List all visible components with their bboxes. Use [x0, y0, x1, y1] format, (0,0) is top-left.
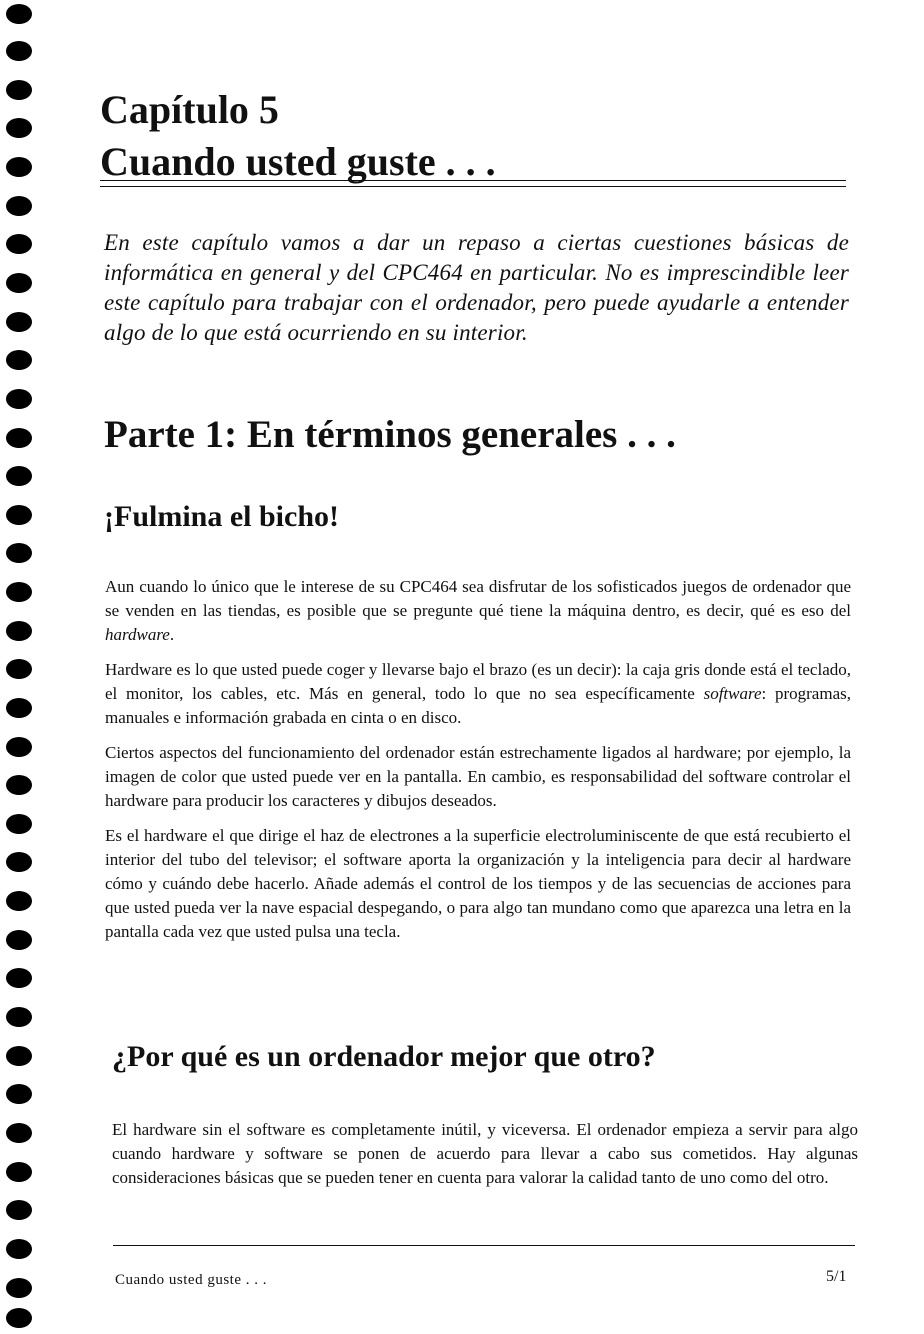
paragraph: Hardware es lo que usted puede coger y llevarse bajo el brazo (es un decir): la caja gris donde está el teclado, el monitor, los cables, etc. Más en general, todo lo que no sea específicamente software: programas, manuales e información grabada en cinta o en disco.	[105, 660, 851, 727]
section-heading-ordenador: ¿Por qué es un ordenador mejor que otro?	[112, 1040, 656, 1073]
binding-hole	[6, 737, 32, 757]
binding-hole	[6, 80, 32, 100]
binding-hole	[6, 1200, 32, 1220]
binding-hole	[6, 466, 32, 486]
title-rule-top	[100, 180, 846, 181]
binding-hole	[6, 389, 32, 409]
chapter-name: Cuando usted guste . . .	[100, 139, 496, 184]
footer-rule	[113, 1245, 855, 1246]
binding-hole	[6, 1278, 32, 1298]
chapter-number: Capítulo 5	[100, 87, 279, 132]
binding-hole	[6, 582, 32, 602]
binding-hole	[6, 852, 32, 872]
emphasis-software: software	[703, 684, 762, 703]
binding-hole	[6, 698, 32, 718]
part-heading: Parte 1: En términos generales . . .	[104, 413, 676, 456]
section-heading-fulmina: ¡Fulmina el bicho!	[104, 500, 340, 533]
binding-hole	[6, 968, 32, 988]
binding-hole	[6, 273, 32, 293]
binding-hole	[6, 312, 32, 332]
binding-hole	[6, 157, 32, 177]
title-rule-bottom	[100, 186, 846, 187]
binding-hole	[6, 659, 32, 679]
paragraph: Ciertos aspectos del funcionamiento del ordenador están estrechamente ligados al hardware; por ejemplo, la imagen de color que usted puede ver en la pantalla. En cambio, es responsabilidad del software controlar el hardware para producir los caracteres y dibujos deseados.	[105, 743, 851, 810]
binding-hole	[6, 234, 32, 254]
binding-hole	[6, 350, 32, 370]
binding-hole	[6, 1007, 32, 1027]
chapter-title	[100, 84, 496, 188]
paragraph: El hardware sin el software es completamente inútil, y viceversa. El ordenador empieza a servir para algo cuando hardware y software se ponen de acuerdo para llevar a cabo sus cometidos. Hay algunas consideraciones básicas que se pueden tener en cuenta para valorar la calidad tanto de uno como del otro.	[112, 1120, 858, 1187]
binding-hole	[6, 4, 32, 24]
section-body-fulmina	[105, 575, 851, 955]
binding-hole	[6, 1084, 32, 1104]
binding-hole	[6, 196, 32, 216]
binding-hole	[6, 1239, 32, 1259]
binding-hole	[6, 1046, 32, 1066]
paragraph: Es el hardware el que dirige el haz de electrones a la superficie electroluminiscente de que está recubierto el interior del tubo del televisor; el software aporta la organización y la inteligencia para decir al hardware cómo y cuándo debe hacerlo. Añade además el control de los tiempos y de las secuencias de acciones para que usted pueda ver la nave espacial despegando, o para algo tan mundano como que aparezca una letra en la pantalla cada vez que usted pulsa una tecla.	[105, 826, 851, 941]
emphasis-hardware: hardware	[105, 625, 170, 644]
page-number: 5/1	[826, 1268, 847, 1285]
binding-hole	[6, 118, 32, 138]
binding-hole	[6, 41, 32, 61]
section-body-ordenador	[112, 1118, 858, 1201]
binding-holes	[0, 0, 40, 1334]
binding-hole	[6, 1162, 32, 1182]
binding-hole	[6, 428, 32, 448]
paragraph: Aun cuando lo único que le interese de su CPC464 sea disfrutar de los sofisticados juegos de ordenador que se venden en las tiendas, es posible que se pregunte qué tiene la máquina dentro, es decir, qué es eso del hardware.	[105, 577, 851, 644]
footer-title: Cuando usted guste . . .	[115, 1272, 267, 1288]
binding-hole	[6, 891, 32, 911]
binding-hole	[6, 543, 32, 563]
binding-hole	[6, 621, 32, 641]
binding-hole	[6, 505, 32, 525]
binding-hole	[6, 775, 32, 795]
chapter-intro: En este capítulo vamos a dar un repaso a ciertas cuestiones básicas de informática en general y del CPC464 en particular. No es imprescindible leer este capítulo para trabajar con el ordenador, pero puede ayudarle a entender algo de lo que está ocurriendo en su interior.	[104, 230, 849, 345]
binding-hole	[6, 1308, 32, 1328]
binding-hole	[6, 814, 32, 834]
binding-hole	[6, 930, 32, 950]
binding-hole	[6, 1123, 32, 1143]
